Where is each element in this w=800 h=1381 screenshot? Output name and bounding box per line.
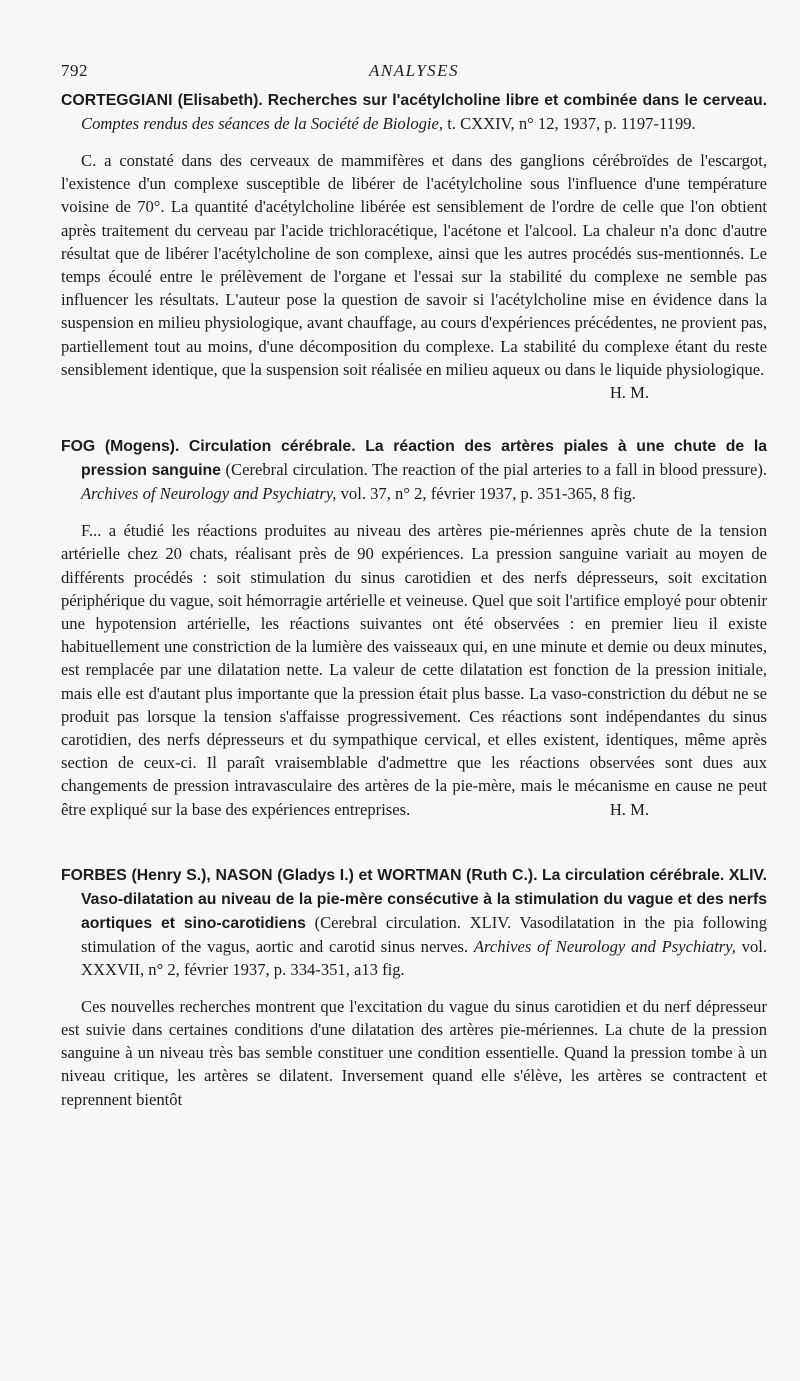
journal-name: Archives of Neurology and Psychiatry, bbox=[81, 484, 337, 504]
abstract-text: C. a constaté dans des cerveaux de mammifères et dans des ganglions cérébroïdes de l'escargot, l'existence d'un complexe susceptible de libérer de l'acétylcholine sous l'influence d'une température voisine de 70°. La quantité d'acétylcholine libérée est sensiblement de l'ordre de celle que l'on obtient après traitement du cerveau par l'acide trichloracétique, l'acétone et l'alcool. La chaleur n'a donc d'autre résultat que de libérer l'acétylcholine de son complexe, ainsi que les autres procédés sus-mentionnés. Le temps écoulé entre le prélèvement de l'organe et l'essai sur la stabilité du complexe ne semble pas influencer les résultats. L'auteur pose la question de savoir si l'acétylcholine mise en évidence dans la suspension en milieu physiologique, avant chauffage, au cours d'expériences précédentes, ne provient pas, partiellement tout au moins, d'une décomposition du complexe. La stabilité du complexe étant du reste sensiblement identique, que la suspension soit réalisée en milieu aqueux ou dans le liquide physiologique. bbox=[61, 151, 767, 379]
abstract-body bbox=[61, 995, 767, 1111]
journal-name: Comptes rendus des séances de la Société de Biologie, bbox=[81, 114, 444, 133]
author-name: FORBES (Henry S.), NASON (Gladys I.) et WORTMAN (Ruth C.). bbox=[61, 866, 538, 884]
journal-name: Archives of Neurology and Psychiatry, bbox=[473, 936, 736, 956]
citation bbox=[61, 434, 767, 505]
article-title: Circulation cérébrale. La réaction des artères piales à une chute de la pression sanguine bbox=[81, 438, 767, 480]
abstract-entry bbox=[61, 88, 767, 404]
citation bbox=[61, 863, 767, 981]
abstract-text: Ces nouvelles recherches montrent que l'excitation du vague du sinus carotidien et du nerf dépresseur est suivie dans certaines conditions d'une dilatation des artères pie-mériennes. La chute de la pression sanguine à un niveau très bas semble constituer une condition essentielle. Quand la pression tombe à un niveau critique, les artères se dilatent. Inversement quand elle s'élève, les artères se contractent et reprennent bientôt bbox=[61, 996, 767, 1109]
english-title: (Cerebral circulation. XLIV. Vasodilatation in the pia following stimulation of the vagus, aortic and carotid sinus nerves. bbox=[81, 912, 768, 956]
abstract-text: F... a étudié les réactions produites au niveau des artères pie-mériennes après chute de la tension artérielle chez 20 chats, réalisant près de 90 expériences. La pression sanguine variait au moyen de différents procédés : soit stimulation du sinus carotidien et des nerfs dépresseurs, soit excitation périphérique du vague, soit hémorragie artérielle et veineuse. Quel que soit l'artifice employé pour obtenir une hypotension artérielle, les réactions suivantes ont été observées : en premier lieu il existe habituellement une constriction de la lumière des vaisseaux qui, en une minute et demie ou deux minutes, est remplacée par une dilatation nette. La valeur de cette dilatation est fonction de la pression initiale, mais elle est d'autant plus importante que la pression était plus basse. La vaso-constriction du début ne se produit pas lorsque la tension s'affaisse progressivement. Ces réactions sont indépendantes du sinus carotidien, des nerfs dépresseurs et du sympathique cervical, et elles existent, identiques, même après section de ceux-ci. Il paraît vraisemblable d'admettre que les réactions observées sont dues aux changements de pression intravasculaire des artères de la pie-mère, mais le mécanisme en cause ne peut être expliqué sur la base des expériences entreprises. bbox=[61, 521, 767, 819]
page-number: 792 bbox=[61, 61, 88, 80]
abstract-body bbox=[61, 149, 767, 404]
reference: t. CXXIV, n° 12, 1937, p. 1197-1199. bbox=[447, 114, 696, 133]
reference: vol. 37, n° 2, février 1937, p. 351-365, 8 fig. bbox=[340, 484, 636, 504]
article-title: La circulation cérébrale. XLIV. Vaso-dilatation au niveau de la pie-mère consécutive à la stimulation du vague et des nerfs aortiques et sino-carotidiens bbox=[81, 866, 767, 932]
abstract-body bbox=[61, 519, 767, 821]
author-name: CORTEGGIANI (Elisabeth). bbox=[61, 92, 263, 109]
reference: vol. XXXVII, n° 2, février 1937, p. 334-351, a13 fig. bbox=[81, 936, 767, 979]
abstract-entry bbox=[61, 434, 767, 821]
signature: H. M. bbox=[609, 383, 649, 403]
abstract-entry bbox=[61, 863, 767, 1111]
running-title: ANALYSES bbox=[368, 61, 460, 80]
article-title: Recherches sur l'acétylcholine libre et combinée dans le cerveau. bbox=[267, 92, 767, 109]
running-header bbox=[61, 58, 767, 88]
citation bbox=[61, 88, 767, 135]
author-name: FOG (Mogens). bbox=[61, 438, 180, 456]
english-title: (Cerebral circulation. The reaction of the pial arteries to a fall in blood pressure). bbox=[225, 460, 767, 480]
signature: H. M. bbox=[609, 799, 649, 819]
